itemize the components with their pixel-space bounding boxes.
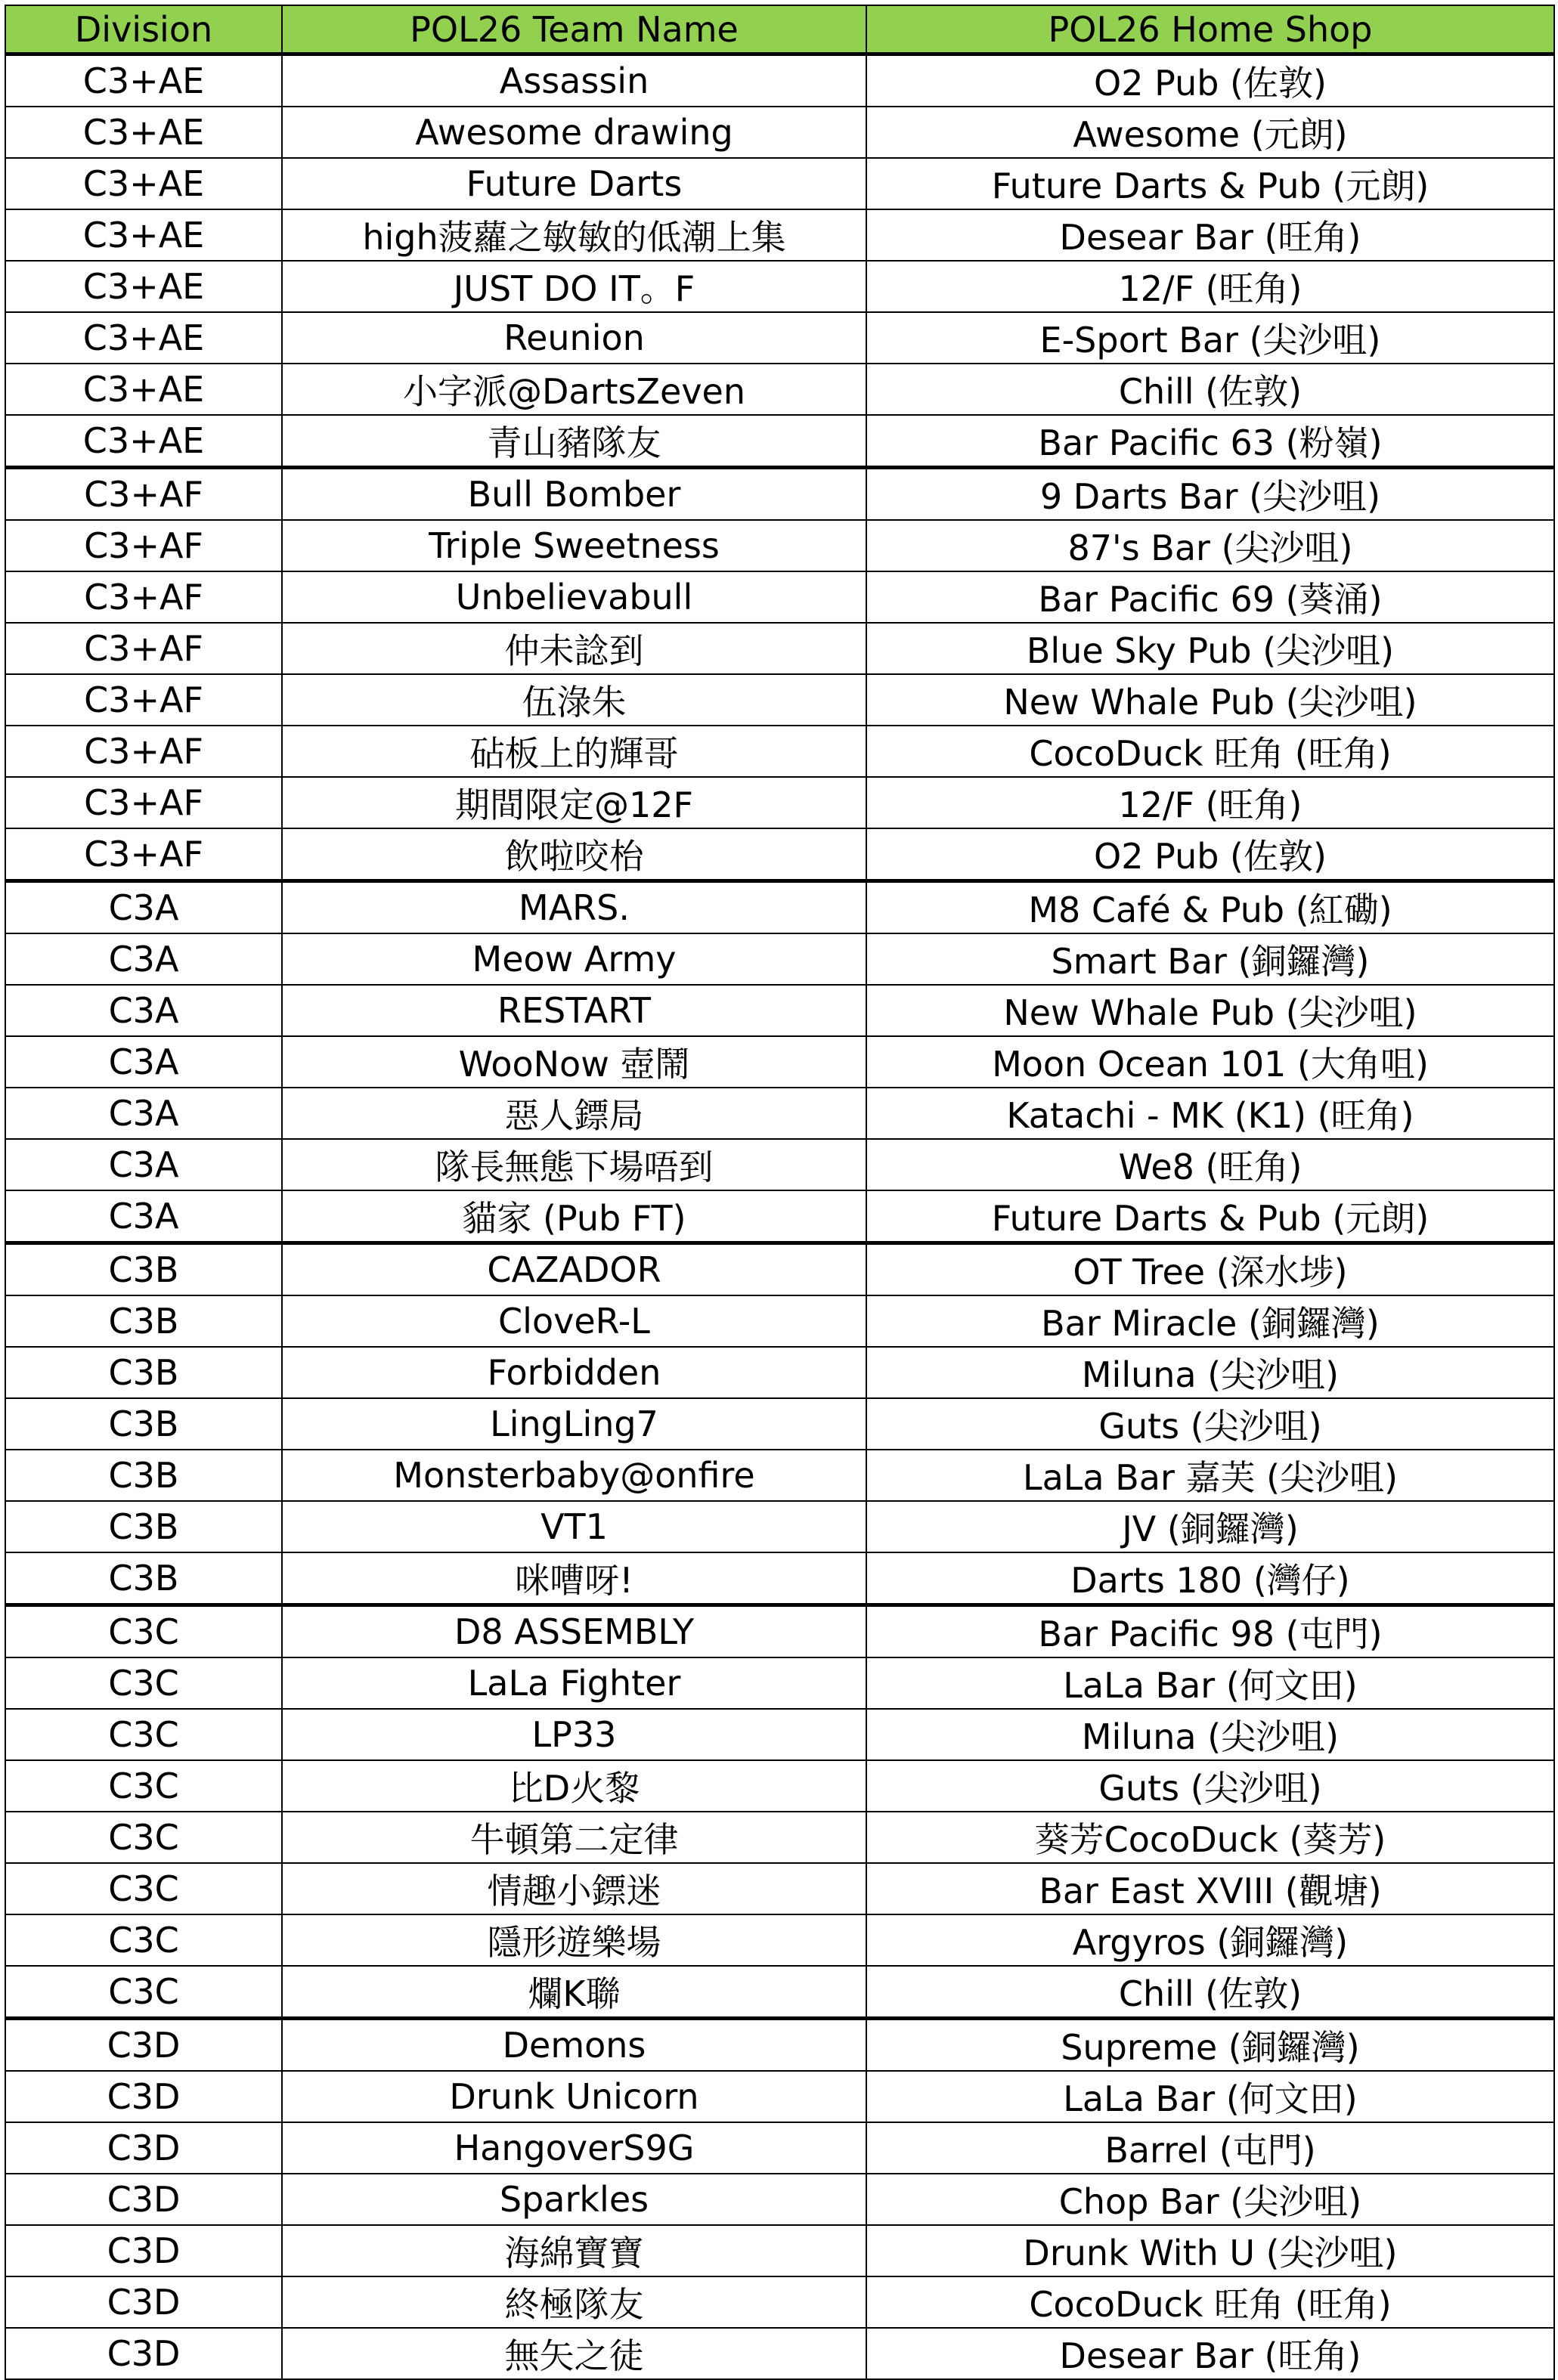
team-name-cell: CAZADOR <box>282 1243 866 1296</box>
table-row <box>5 674 1554 726</box>
division-cell: C3B <box>5 1552 282 1605</box>
team-name-cell: LaLa Fighter <box>282 1657 866 1709</box>
team-name-cell: Awesome drawing <box>282 107 866 158</box>
table-row <box>5 468 1554 521</box>
header-home-shop: POL26 Home Shop <box>866 5 1554 54</box>
home-shop-cell: Chill (佐敦) <box>866 1966 1554 2019</box>
division-cell: C3A <box>5 933 282 985</box>
team-name-cell: Monsterbaby@onfire <box>282 1450 866 1501</box>
home-shop-cell: Barrel (屯門) <box>866 2122 1554 2174</box>
home-shop-cell: E-Sport Bar (尖沙咀) <box>866 312 1554 364</box>
team-name-cell: Future Darts <box>282 158 866 209</box>
table-row <box>5 1760 1554 1812</box>
home-shop-cell: 葵芳CocoDuck (葵芳) <box>866 1812 1554 1863</box>
home-shop-cell: Blue Sky Pub (尖沙咀) <box>866 623 1554 674</box>
table-row <box>5 1605 1554 1658</box>
team-name-cell: 終極隊友 <box>282 2276 866 2328</box>
division-cell: C3D <box>5 2276 282 2328</box>
home-shop-cell: Bar Pacific 98 (屯門) <box>866 1605 1554 1658</box>
team-name-cell: 隊長無態下場唔到 <box>282 1139 866 1190</box>
table-row <box>5 261 1554 312</box>
table-row <box>5 364 1554 415</box>
team-name-cell: WooNow 壺鬧 <box>282 1036 866 1088</box>
home-shop-cell: LaLa Bar 嘉芙 (尖沙咀) <box>866 1450 1554 1501</box>
table-row <box>5 828 1554 881</box>
team-name-cell: Reunion <box>282 312 866 364</box>
home-shop-cell: 12/F (旺角) <box>866 261 1554 312</box>
home-shop-cell: LaLa Bar (何文田) <box>866 2071 1554 2122</box>
header-team-name: POL26 Team Name <box>282 5 866 54</box>
table-row <box>5 1036 1554 1088</box>
home-shop-cell: CocoDuck 旺角 (旺角) <box>866 2276 1554 2328</box>
team-name-cell: Bull Bomber <box>282 468 866 521</box>
table-row <box>5 415 1554 468</box>
team-name-cell: 小字派@DartsZeven <box>282 364 866 415</box>
home-shop-cell: 12/F (旺角) <box>866 777 1554 828</box>
home-shop-cell: Bar Pacific 63 (粉嶺) <box>866 415 1554 468</box>
division-cell: C3A <box>5 985 282 1036</box>
team-name-cell: Forbidden <box>282 1347 866 1398</box>
team-name-cell: 咪嘈呀! <box>282 1552 866 1605</box>
table-row <box>5 158 1554 209</box>
team-name-cell: 情趣小鏢迷 <box>282 1863 866 1914</box>
table-row <box>5 2174 1554 2225</box>
home-shop-cell: Moon Ocean 101 (大角咀) <box>866 1036 1554 1088</box>
division-cell: C3C <box>5 1812 282 1863</box>
table-row <box>5 1863 1554 1914</box>
team-name-cell: D8 ASSEMBLY <box>282 1605 866 1658</box>
home-shop-cell: Future Darts & Pub (元朗) <box>866 158 1554 209</box>
home-shop-cell: Bar Pacific 69 (葵涌) <box>866 571 1554 623</box>
division-cell: C3C <box>5 1709 282 1760</box>
team-name-cell: CloveR-L <box>282 1295 866 1347</box>
table-row <box>5 985 1554 1036</box>
division-cell: C3+AF <box>5 828 282 881</box>
table-row <box>5 1914 1554 1966</box>
division-cell: C3B <box>5 1450 282 1501</box>
team-name-cell: 爛K聯 <box>282 1966 866 2019</box>
division-cell: C3+AF <box>5 571 282 623</box>
header-row <box>5 5 1554 54</box>
division-cell: C3D <box>5 2174 282 2225</box>
home-shop-cell: Darts 180 (灣仔) <box>866 1552 1554 1605</box>
division-cell: C3B <box>5 1295 282 1347</box>
home-shop-cell: Argyros (銅鑼灣) <box>866 1914 1554 1966</box>
table-row <box>5 1966 1554 2019</box>
table-row <box>5 623 1554 674</box>
home-shop-cell: Miluna (尖沙咀) <box>866 1347 1554 1398</box>
table-row <box>5 881 1554 934</box>
table-row <box>5 1657 1554 1709</box>
home-shop-cell: Chop Bar (尖沙咀) <box>866 2174 1554 2225</box>
team-name-cell: JUST DO IT。F <box>282 261 866 312</box>
division-cell: C3+AF <box>5 726 282 777</box>
home-shop-cell: Katachi - MK (K1) (旺角) <box>866 1088 1554 1139</box>
table-row <box>5 312 1554 364</box>
division-cell: C3D <box>5 2122 282 2174</box>
division-cell: C3D <box>5 2328 282 2379</box>
team-name-cell: 伍淥朱 <box>282 674 866 726</box>
team-name-cell: Sparkles <box>282 2174 866 2225</box>
division-cell: C3B <box>5 1243 282 1296</box>
table-row <box>5 1295 1554 1347</box>
team-name-cell: HangoverS9G <box>282 2122 866 2174</box>
division-cell: C3D <box>5 2019 282 2072</box>
table-row <box>5 1088 1554 1139</box>
division-cell: C3C <box>5 1605 282 1658</box>
team-name-cell: 青山豬隊友 <box>282 415 866 468</box>
team-name-cell: 仲未諗到 <box>282 623 866 674</box>
division-cell: C3A <box>5 881 282 934</box>
table-row <box>5 1501 1554 1552</box>
division-cell: C3+AF <box>5 674 282 726</box>
division-cell: C3C <box>5 1914 282 1966</box>
team-name-cell: Drunk Unicorn <box>282 2071 866 2122</box>
team-name-cell: 惡人鏢局 <box>282 1088 866 1139</box>
team-name-cell: 飲啦咬枱 <box>282 828 866 881</box>
header-division: Division <box>5 5 282 54</box>
home-shop-cell: Smart Bar (銅鑼灣) <box>866 933 1554 985</box>
division-cell: C3B <box>5 1398 282 1450</box>
division-cell: C3C <box>5 1863 282 1914</box>
home-shop-cell: Supreme (銅鑼灣) <box>866 2019 1554 2072</box>
table-row <box>5 726 1554 777</box>
table-row <box>5 933 1554 985</box>
table-row <box>5 2328 1554 2379</box>
table-row <box>5 2225 1554 2276</box>
table-row <box>5 1398 1554 1450</box>
division-cell: C3B <box>5 1501 282 1552</box>
team-name-cell: Assassin <box>282 54 866 107</box>
division-cell: C3+AE <box>5 209 282 261</box>
division-cell: C3C <box>5 1966 282 2019</box>
team-name-cell: high菠蘿之敏敏的低潮上集 <box>282 209 866 261</box>
division-cell: C3+AF <box>5 520 282 571</box>
team-name-cell: VT1 <box>282 1501 866 1552</box>
team-name-cell: 貓家 (Pub FT) <box>282 1190 866 1243</box>
table-row <box>5 1709 1554 1760</box>
division-cell: C3C <box>5 1657 282 1709</box>
table-row <box>5 2276 1554 2328</box>
home-shop-cell: Awesome (元朗) <box>866 107 1554 158</box>
home-shop-cell: Bar Miracle (銅鑼灣) <box>866 1295 1554 1347</box>
team-roster-table <box>5 5 1555 2380</box>
table-row <box>5 1552 1554 1605</box>
team-name-cell: 牛頓第二定律 <box>282 1812 866 1863</box>
home-shop-cell: New Whale Pub (尖沙咀) <box>866 674 1554 726</box>
division-cell: C3+AE <box>5 364 282 415</box>
team-name-cell: 隱形遊樂場 <box>282 1914 866 1966</box>
home-shop-cell: New Whale Pub (尖沙咀) <box>866 985 1554 1036</box>
table-row <box>5 2122 1554 2174</box>
division-cell: C3+AE <box>5 158 282 209</box>
home-shop-cell: JV (銅鑼灣) <box>866 1501 1554 1552</box>
table-row <box>5 520 1554 571</box>
home-shop-cell: OT Tree (深水埗) <box>866 1243 1554 1296</box>
roster-body <box>5 54 1554 2380</box>
home-shop-cell: Desear Bar (旺角) <box>866 209 1554 261</box>
team-name-cell: Unbelievabull <box>282 571 866 623</box>
home-shop-cell: O2 Pub (佐敦) <box>866 54 1554 107</box>
home-shop-cell: Bar East XVIII (觀塘) <box>866 1863 1554 1914</box>
team-name-cell: Meow Army <box>282 933 866 985</box>
division-cell: C3+AE <box>5 54 282 107</box>
division-cell: C3+AE <box>5 312 282 364</box>
division-cell: C3A <box>5 1088 282 1139</box>
table-row <box>5 777 1554 828</box>
table-row <box>5 571 1554 623</box>
home-shop-cell: LaLa Bar (何文田) <box>866 1657 1554 1709</box>
division-cell: C3+AE <box>5 107 282 158</box>
division-cell: C3+AE <box>5 415 282 468</box>
home-shop-cell: Desear Bar (旺角) <box>866 2328 1554 2379</box>
division-cell: C3A <box>5 1139 282 1190</box>
home-shop-cell: Miluna (尖沙咀) <box>866 1709 1554 1760</box>
team-name-cell: 比D火黎 <box>282 1760 866 1812</box>
home-shop-cell: CocoDuck 旺角 (旺角) <box>866 726 1554 777</box>
division-cell: C3B <box>5 1347 282 1398</box>
team-name-cell: 期間限定@12F <box>282 777 866 828</box>
division-cell: C3+AE <box>5 261 282 312</box>
team-name-cell: Demons <box>282 2019 866 2072</box>
home-shop-cell: 9 Darts Bar (尖沙咀) <box>866 468 1554 521</box>
table-row <box>5 1190 1554 1243</box>
table-row <box>5 209 1554 261</box>
team-name-cell: LingLing7 <box>282 1398 866 1450</box>
home-shop-cell: Future Darts & Pub (元朗) <box>866 1190 1554 1243</box>
home-shop-cell: We8 (旺角) <box>866 1139 1554 1190</box>
team-name-cell: Triple Sweetness <box>282 520 866 571</box>
division-cell: C3+AF <box>5 468 282 521</box>
team-name-cell: 海綿寶寶 <box>282 2225 866 2276</box>
team-name-cell: LP33 <box>282 1709 866 1760</box>
division-cell: C3+AF <box>5 777 282 828</box>
home-shop-cell: M8 Café & Pub (紅磡) <box>866 881 1554 934</box>
home-shop-cell: O2 Pub (佐敦) <box>866 828 1554 881</box>
table-row <box>5 1139 1554 1190</box>
table-row <box>5 2019 1554 2072</box>
division-cell: C3C <box>5 1760 282 1812</box>
team-name-cell: 砧板上的輝哥 <box>282 726 866 777</box>
division-cell: C3A <box>5 1036 282 1088</box>
division-cell: C3+AF <box>5 623 282 674</box>
table-row <box>5 1812 1554 1863</box>
table-row <box>5 54 1554 107</box>
team-name-cell: 無矢之徒 <box>282 2328 866 2379</box>
home-shop-cell: 87's Bar (尖沙咀) <box>866 520 1554 571</box>
table-row <box>5 107 1554 158</box>
division-cell: C3D <box>5 2225 282 2276</box>
table-row <box>5 1243 1554 1296</box>
home-shop-cell: Guts (尖沙咀) <box>866 1398 1554 1450</box>
division-cell: C3D <box>5 2071 282 2122</box>
team-name-cell: MARS. <box>282 881 866 934</box>
home-shop-cell: Drunk With U (尖沙咀) <box>866 2225 1554 2276</box>
division-cell: C3A <box>5 1190 282 1243</box>
home-shop-cell: Guts (尖沙咀) <box>866 1760 1554 1812</box>
home-shop-cell: Chill (佐敦) <box>866 364 1554 415</box>
table-row <box>5 1450 1554 1501</box>
team-name-cell: RESTART <box>282 985 866 1036</box>
table-row <box>5 1347 1554 1398</box>
table-row <box>5 2071 1554 2122</box>
